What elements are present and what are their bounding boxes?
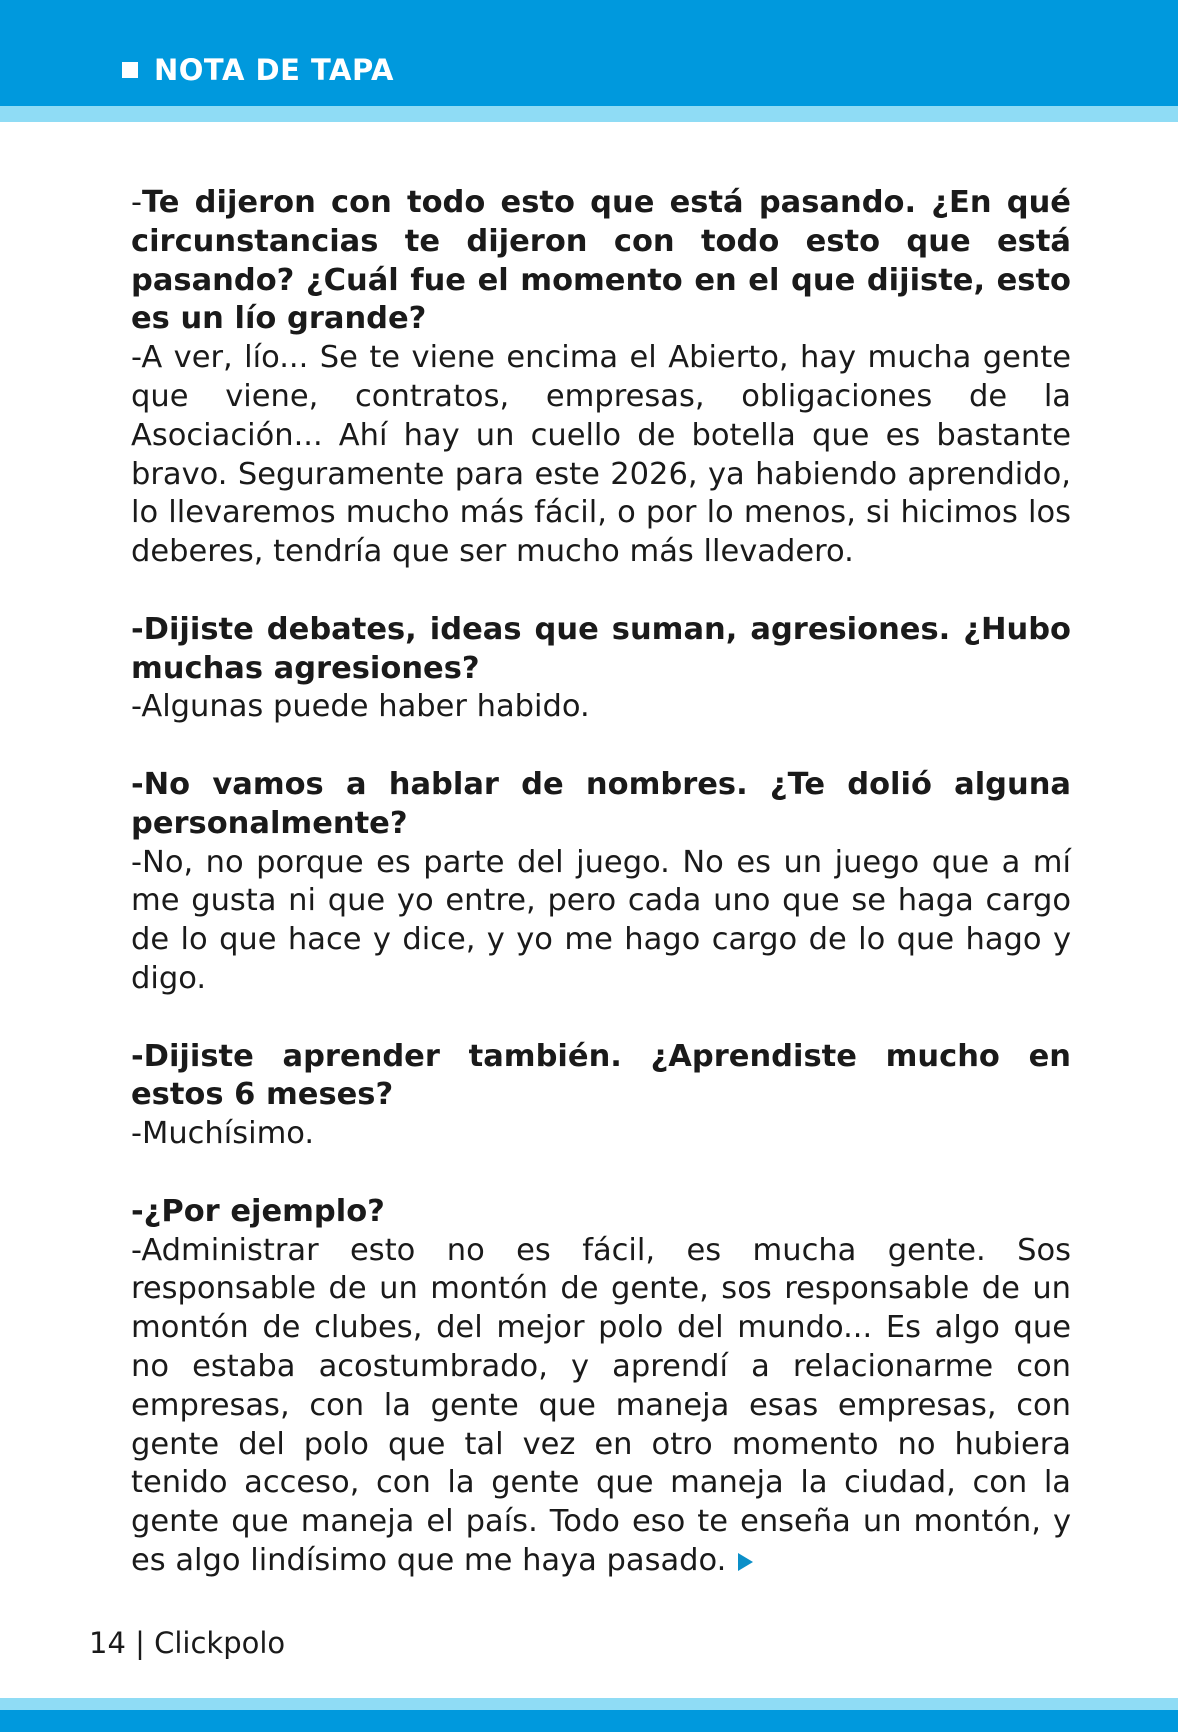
article-body <box>131 184 1071 1619</box>
end-triangle-icon <box>738 1553 753 1571</box>
answer: -Algunas puede haber habido. <box>131 689 590 725</box>
answer-text: -Administrar esto no es fácil, es mucha gente. Sos responsable de un montón de gente, sos responsable de un montón de clubes, del mejor polo del mundo... Es algo que no estaba acostumbrado, y aprendí a relacionarme con empresas, con la gente que maneja esas empresas, con gente del polo que tal vez en otro momento no hubiera tenido acceso, con la gente que maneja la ciudad, con la gente que maneja el país. Todo eso te enseña un montón, y es algo lindísimo que me haya pasado. <box>131 1232 1071 1578</box>
qa-block <box>131 766 1071 999</box>
question: -No vamos a hablar de nombres. ¿Te dolió alguna personalmente? <box>131 766 1071 841</box>
header-stripe <box>0 106 1178 122</box>
qa-block <box>131 1038 1071 1154</box>
square-bullet-icon <box>122 62 138 78</box>
question: -Dijiste aprender también. ¿Aprendiste mucho en estos 6 meses? <box>131 1038 1071 1113</box>
question-text: Te dijeron con todo esto que está pasando. ¿En qué circunstancias te dijeron con todo esto que está pasando? ¿Cuál fue el momento en el que dijiste, esto es un lío grande? <box>131 185 1071 337</box>
page-number-label: 14 | Clickpolo <box>89 1626 286 1660</box>
answer <box>131 1232 1071 1581</box>
qa-block <box>131 1193 1071 1581</box>
section-label <box>122 50 394 90</box>
answer: -A ver, lío... Se te viene encima el Abierto, hay mucha gente que viene, contratos, empresas, obligaciones de la Asociación... Ahí hay un cuello de botella que es bastante bravo. Seguramente para este 2026, ya habiendo aprendido, lo llevaremos mucho más fácil, o por lo menos, si hicimos los deberes, tendría que ser mucho más llevadero. <box>131 340 1071 570</box>
footer-bar <box>0 1710 1178 1732</box>
qa-block <box>131 184 1071 572</box>
qa-block <box>131 611 1071 727</box>
question: -Dijiste debates, ideas que suman, agresiones. ¿Hubo muchas agresiones? <box>131 611 1071 686</box>
question: -¿Por ejemplo? <box>131 1193 385 1229</box>
footer-stripe <box>0 1698 1178 1710</box>
answer: -Muchísimo. <box>131 1116 315 1152</box>
answer: -No, no porque es parte del juego. No es un juego que a mí me gusta ni que yo entre, pero cada uno que se haga cargo de lo que hace y dice, y yo me hago cargo de lo que hago y digo. <box>131 844 1071 996</box>
question-dash: - <box>131 185 143 220</box>
question <box>131 184 1071 339</box>
section-label-text: NOTA DE TAPA <box>154 53 394 87</box>
